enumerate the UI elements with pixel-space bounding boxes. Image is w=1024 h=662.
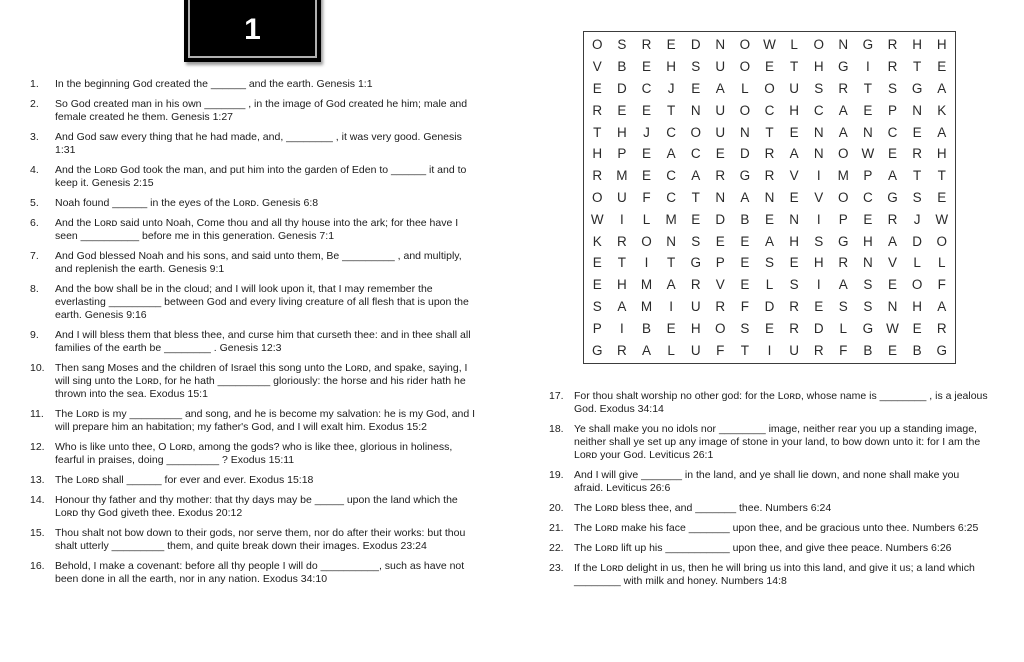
- question-item: [30, 560, 476, 586]
- word-search-letter: N: [715, 189, 726, 205]
- question-text: For thou shalt worship no other god: for the Lᴏʀᴅ, whose name is ________ , is a jealous God. Exodus 34:14: [574, 390, 988, 415]
- question-text: Who is like unto thee, O Lᴏʀᴅ, among the gods? who is like thee, glorious in holiness, fearful in praises, doing _________ ? Exodus 15:11: [55, 441, 453, 466]
- word-search-letter: G: [887, 189, 898, 205]
- word-search-letter: H: [617, 277, 627, 293]
- word-search-letter: E: [592, 255, 602, 271]
- word-search-letter: R: [813, 342, 824, 358]
- word-search-letter: C: [666, 124, 676, 140]
- word-search-letter: M: [616, 168, 628, 184]
- word-search-letter: S: [887, 80, 897, 96]
- question-item: [549, 522, 991, 535]
- question-text: And the Lᴏʀᴅ said unto Noah, Come thou and all thy house into the ark; for thee have I seen __________ before me in this generation. Genesis 7:1: [55, 217, 459, 242]
- word-search-letter: L: [667, 342, 675, 358]
- word-search-letter: T: [937, 168, 946, 184]
- word-search-letter: P: [887, 102, 897, 118]
- word-search-letter: N: [690, 102, 701, 118]
- word-search-letter: H: [936, 37, 947, 53]
- word-search-letter: E: [641, 59, 651, 75]
- word-search-letter: A: [666, 146, 676, 162]
- question-item: [30, 164, 476, 190]
- word-search-letter: H: [813, 59, 824, 75]
- word-search-letter: E: [740, 255, 750, 271]
- word-search-letter: W: [861, 146, 875, 162]
- question-item: [549, 469, 991, 495]
- question-number: 5.: [30, 197, 39, 209]
- word-search-letter: A: [789, 146, 799, 162]
- word-search-letter: E: [617, 102, 627, 118]
- word-search-letter: H: [666, 59, 676, 75]
- word-search-letter: G: [739, 168, 751, 184]
- word-search-letter: E: [912, 320, 922, 336]
- word-search-letter: D: [715, 211, 726, 227]
- word-search-letter: E: [641, 168, 651, 184]
- word-search-letter: O: [592, 37, 603, 53]
- word-search-letter: P: [863, 168, 873, 184]
- word-search-letter: A: [838, 124, 848, 140]
- question-number: 22.: [549, 542, 564, 554]
- question-text: Thou shalt not bow down to their gods, nor serve them, nor do after their works: but thou shalt utterly _________ them, and quite break down their images. Exodus 23:24: [55, 527, 466, 552]
- word-search-letter: T: [666, 102, 676, 118]
- word-search-letter: L: [741, 80, 749, 96]
- question-item: [30, 250, 476, 276]
- word-search-letter: R: [887, 37, 898, 53]
- question-item: [549, 502, 991, 515]
- word-search-letter: O: [641, 233, 652, 249]
- question-number: 20.: [549, 502, 564, 514]
- word-search-letter: I: [767, 342, 772, 358]
- question-number: 9.: [30, 329, 39, 341]
- word-search-letter: V: [789, 168, 799, 184]
- word-search-letter: O: [838, 189, 849, 205]
- word-search-letter: B: [740, 211, 750, 227]
- word-search-letter: N: [863, 255, 873, 271]
- word-search-letter: H: [789, 102, 799, 118]
- question-text: In the beginning God created the ______ and the earth. Genesis 1:1: [55, 78, 373, 90]
- word-search-letter: H: [912, 298, 922, 314]
- word-search-letter: I: [816, 168, 821, 184]
- word-search-letter: L: [937, 255, 946, 271]
- question-text: Behold, I make a covenant: before all thy people I will do __________, such as have not been done in all the earth, nor in any nation. Exodus 34:10: [55, 560, 465, 585]
- word-search-letter: J: [643, 124, 650, 140]
- word-search-letter: H: [690, 320, 701, 336]
- word-search-letter: A: [617, 298, 627, 314]
- word-search-letter: O: [813, 37, 824, 53]
- word-search-letter: D: [912, 233, 922, 249]
- word-search-letter: M: [640, 277, 653, 293]
- word-search-letter: C: [666, 189, 676, 205]
- word-search-letter: G: [862, 37, 874, 53]
- word-search-letter: L: [839, 320, 848, 336]
- word-search-letter: W: [590, 211, 604, 227]
- word-search-letter: A: [937, 124, 947, 140]
- word-search-letter: N: [740, 124, 750, 140]
- question-text: And I will bless them that bless thee, and curse him that curseth thee: and in thee shall all families of the earth be ________ . Genesis 12:3: [55, 329, 471, 354]
- word-search-letter: E: [715, 233, 725, 249]
- question-item: [30, 329, 476, 355]
- question-item: [30, 217, 476, 243]
- word-search-letter: E: [814, 298, 824, 314]
- word-search-letter: A: [937, 298, 947, 314]
- word-search-letter: N: [838, 37, 849, 53]
- word-search-letter: R: [764, 146, 775, 162]
- question-text: Noah found ______ in the eyes of the Lᴏʀᴅ. Genesis 6:8: [55, 197, 319, 209]
- question-number: 3.: [30, 131, 39, 143]
- word-search-letter: N: [863, 124, 873, 140]
- question-item: [549, 390, 991, 416]
- word-search-letter: G: [936, 342, 947, 358]
- word-search-letter: A: [937, 80, 947, 96]
- question-number: 2.: [30, 98, 39, 110]
- question-text: And God saw every thing that he had made, and, ________ , it was very good. Genesis 1:31: [55, 131, 462, 156]
- word-search-letter: S: [814, 80, 824, 96]
- word-search-letter: E: [592, 80, 602, 96]
- question-text: The Lᴏʀᴅ make his face _______ upon thee, and be gracious unto thee. Numbers 6:25: [574, 522, 979, 534]
- word-search-letter: G: [592, 342, 603, 358]
- word-search-letter: A: [887, 233, 897, 249]
- word-search-letter: S: [617, 37, 627, 53]
- word-search-letter: R: [617, 342, 627, 358]
- word-search-letter: G: [690, 255, 701, 271]
- word-search-letter: I: [620, 211, 624, 227]
- word-search-letter: R: [715, 168, 726, 184]
- word-search-letter: O: [739, 59, 751, 75]
- word-search-letter: A: [887, 168, 897, 184]
- word-search-letter: B: [617, 59, 627, 75]
- question-number: 18.: [549, 423, 564, 435]
- word-search-letter: N: [764, 189, 775, 205]
- question-item: [30, 98, 476, 124]
- question-text: Honour thy father and thy mother: that thy days may be _____ upon the land which the Lᴏʀᴅ thy God giveth thee. Exodus 20:12: [55, 494, 458, 519]
- word-search-letter: K: [937, 102, 947, 118]
- word-search-letter: S: [912, 189, 922, 205]
- word-search-letter: I: [669, 298, 673, 314]
- word-search-letter: F: [716, 342, 725, 358]
- questions-right: [549, 390, 991, 595]
- word-search-letter: U: [789, 342, 799, 358]
- word-search-letter: R: [690, 277, 701, 293]
- question-item: [30, 408, 476, 434]
- word-search-letter: F: [642, 189, 651, 205]
- question-text: And the Lᴏʀᴅ God took the man, and put him into the garden of Eden to ______ it and to keep it. Genesis 2:15: [55, 164, 467, 189]
- word-search-letter: O: [911, 277, 923, 293]
- question-item: [549, 423, 991, 462]
- word-search-letter: D: [764, 298, 775, 314]
- word-search-letter: R: [887, 211, 898, 227]
- word-search-letter: J: [667, 80, 675, 96]
- word-search-letter: O: [838, 146, 849, 162]
- word-search-letter: A: [666, 277, 676, 293]
- word-search-letter: R: [764, 168, 775, 184]
- word-search-letter: S: [838, 298, 848, 314]
- question-item: [30, 78, 476, 91]
- word-search-letter: J: [913, 211, 921, 227]
- word-search-letter: P: [715, 255, 725, 271]
- question-number: 11.: [30, 408, 44, 420]
- question-text: The Lᴏʀᴅ is my _________ and song, and he is become my salvation: he is my God, and I will prepare him an habitation; my father's God, and I will exalt him. Exodus 15:2: [55, 408, 476, 433]
- word-search-letter: W: [886, 320, 899, 336]
- word-search-letter: N: [887, 298, 898, 314]
- word-search-letter: F: [839, 342, 848, 358]
- word-search-letter: A: [641, 342, 651, 358]
- word-search-letter: E: [937, 59, 947, 75]
- word-search-letter: S: [863, 298, 873, 314]
- word-search-letter: N: [912, 102, 922, 118]
- question-item: [30, 131, 476, 157]
- word-search-letter: P: [838, 211, 848, 227]
- word-search-letter: U: [690, 298, 701, 314]
- word-search-letter: T: [789, 59, 799, 75]
- word-search-letter: T: [765, 124, 774, 140]
- question-text: If the Lᴏʀᴅ delight in us, then he will bring us into this land, and give it us; a land which ________ with milk and honey. Numbers 14:8: [574, 562, 975, 587]
- word-search-letter: I: [816, 211, 821, 227]
- word-search-letter: L: [765, 277, 774, 293]
- word-search-letter: O: [936, 233, 947, 249]
- word-search-letter: W: [935, 211, 949, 227]
- word-search-letter: V: [887, 255, 897, 271]
- question-number: 6.: [30, 217, 39, 229]
- question-item: [30, 362, 476, 401]
- word-search-letter: D: [690, 37, 701, 53]
- word-search-letter: P: [592, 320, 602, 336]
- question-number: 21.: [549, 522, 564, 534]
- question-item: [30, 441, 476, 467]
- questions-left: [30, 78, 476, 593]
- word-search-letter: I: [644, 255, 649, 271]
- word-search-letter: E: [789, 189, 799, 205]
- word-search-letter: E: [666, 320, 676, 336]
- question-text: Then sang Moses and the children of Israel this song unto the Lᴏʀᴅ, and spake, saying, I will sing unto the Lᴏʀᴅ, for he hath _________ gloriously: the horse and his rider hath he thrown into the sea. Exodus 15:1: [55, 362, 468, 400]
- word-search-letter: A: [740, 189, 750, 205]
- word-search-letter: O: [739, 37, 751, 53]
- word-search-letter: H: [912, 37, 922, 53]
- word-search-letter: R: [912, 146, 922, 162]
- word-search-letter: U: [789, 80, 799, 96]
- word-search-letter: E: [764, 59, 774, 75]
- word-search-letter: S: [740, 320, 750, 336]
- question-number: 14.: [30, 494, 45, 506]
- word-search-letter: B: [863, 342, 873, 358]
- word-search-letter: C: [641, 80, 652, 96]
- word-search-letter: N: [789, 211, 799, 227]
- question-text: And I will give _______ in the land, and ye shall lie down, and none shall make you afraid. Leviticus 26:6: [574, 469, 960, 494]
- word-search-letter: L: [913, 255, 921, 271]
- lesson-number-box: [184, 0, 321, 62]
- word-search-letter: F: [937, 277, 946, 293]
- word-search-letter: E: [666, 37, 676, 53]
- word-search-letter: T: [863, 80, 873, 96]
- word-search-letter: O: [715, 320, 726, 336]
- word-search-letter: F: [740, 298, 750, 314]
- word-search-letter: A: [838, 102, 848, 118]
- question-number: 19.: [549, 469, 564, 481]
- word-search-letter: I: [620, 320, 624, 336]
- question-text: And the bow shall be in the cloud; and I will look upon it, that I may remember the everlasting _________ between God and every living creature of all flesh that is upon the earth. Genesis 9:16: [55, 283, 469, 321]
- question-number: 12.: [30, 441, 45, 453]
- question-number: 17.: [549, 390, 564, 402]
- word-search-letter: S: [863, 277, 873, 293]
- word-search-letter: H: [863, 233, 873, 249]
- word-search-letter: U: [617, 189, 627, 205]
- word-search-letter: E: [740, 233, 750, 249]
- word-search-letter: V: [592, 59, 602, 75]
- word-search-letter: R: [641, 37, 652, 53]
- word-search-letter: H: [592, 146, 603, 162]
- question-item: [30, 494, 476, 520]
- question-number: 23.: [549, 562, 564, 574]
- word-search-letter: B: [641, 320, 651, 336]
- word-search-letter: T: [691, 189, 700, 205]
- word-search-letter: A: [691, 168, 701, 184]
- word-search-letter: R: [617, 233, 627, 249]
- word-search-letter: R: [592, 102, 603, 118]
- question-number: 10.: [30, 362, 45, 374]
- word-search-letter: U: [715, 124, 726, 140]
- word-search-letter: N: [715, 37, 726, 53]
- word-search-letter: R: [838, 255, 849, 271]
- question-text: And God blessed Noah and his sons, and said unto them, Be _________ , and multiply, and replenish the earth. Genesis 9:1: [55, 250, 462, 275]
- word-search-letter: G: [838, 59, 849, 75]
- question-text: The Lᴏʀᴅ shall ______ for ever and ever. Exodus 15:18: [55, 474, 314, 486]
- word-search-letter: B: [912, 342, 922, 358]
- word-search-letter: T: [740, 342, 750, 358]
- word-search-letter: E: [887, 342, 897, 358]
- word-search-letter: R: [789, 298, 799, 314]
- word-search-letter: D: [740, 146, 750, 162]
- word-search-letter: E: [789, 124, 799, 140]
- lesson-number: 1: [188, 0, 317, 58]
- word-search-letter: R: [592, 168, 603, 184]
- question-text: The Lᴏʀᴅ lift up his ___________ upon thee, and give thee peace. Numbers 6:26: [574, 542, 952, 554]
- word-search-letter: A: [838, 277, 848, 293]
- word-search-letter: H: [936, 146, 947, 162]
- question-number: 15.: [30, 527, 45, 539]
- word-search-letter: L: [790, 37, 798, 53]
- word-search-letter: M: [640, 298, 653, 314]
- word-search-letter: R: [789, 320, 799, 336]
- word-search-letter: R: [887, 59, 898, 75]
- word-search-letter: A: [715, 80, 725, 96]
- word-search-letter: N: [666, 233, 676, 249]
- word-search-letter: V: [814, 189, 824, 205]
- word-search-letter: E: [691, 80, 701, 96]
- word-search-letter: G: [911, 80, 923, 96]
- word-search-letter: E: [641, 102, 651, 118]
- question-number: 4.: [30, 164, 39, 176]
- word-search-letter: T: [593, 124, 602, 140]
- word-search-letter: E: [740, 277, 750, 293]
- word-search-letter: S: [814, 233, 824, 249]
- word-search-letter: N: [813, 124, 824, 140]
- question-item: [549, 562, 991, 588]
- word-search-letter: E: [887, 277, 897, 293]
- word-search-letter: W: [763, 37, 776, 53]
- word-search-letter: U: [690, 342, 701, 358]
- word-search-letter: D: [617, 80, 627, 96]
- word-search-letter: A: [764, 233, 774, 249]
- word-search-letter: E: [937, 189, 947, 205]
- question-item: [30, 197, 476, 210]
- word-search-letter: O: [690, 124, 701, 140]
- word-search-letter: C: [666, 168, 676, 184]
- word-search-letter: O: [592, 189, 603, 205]
- word-search-letter: U: [715, 59, 726, 75]
- word-search-letter: E: [863, 211, 873, 227]
- word-search-letter: S: [691, 233, 701, 249]
- word-search-letter: R: [715, 298, 726, 314]
- question-number: 1.: [30, 78, 39, 90]
- word-search-letter: M: [665, 211, 677, 227]
- question-item: [30, 527, 476, 553]
- word-search-letter: E: [691, 211, 701, 227]
- word-search-letter: E: [592, 277, 602, 293]
- word-search-letter: R: [936, 320, 947, 336]
- word-search-letter: H: [617, 124, 627, 140]
- question-text: The Lᴏʀᴅ bless thee, and _______ thee. Numbers 6:24: [574, 502, 832, 514]
- word-search-letter: C: [764, 102, 775, 118]
- word-search-letter: G: [862, 320, 874, 336]
- question-item: [30, 283, 476, 322]
- word-search-letter: E: [764, 320, 774, 336]
- word-search-letter: P: [617, 146, 627, 162]
- word-search-letter: D: [813, 320, 824, 336]
- question-number: 16.: [30, 560, 45, 572]
- word-search-letter: C: [813, 102, 824, 118]
- question-text: So God created man in his own _______ , in the image of God created he him; male and female created he them. Genesis 1:27: [55, 98, 468, 123]
- word-search-letter: G: [838, 233, 849, 249]
- word-search-letter: O: [739, 102, 751, 118]
- word-search-letter: E: [764, 211, 774, 227]
- word-search-letter: T: [617, 255, 627, 271]
- question-item: [549, 542, 991, 555]
- word-search-letter: C: [863, 189, 873, 205]
- question-item: [30, 474, 476, 487]
- question-text: Ye shall make you no idols nor ________ image, neither rear you up a standing image, neither shall ye set up any image of stone in your land, to bow down unto it: for I am the Lᴏʀᴅ your God. Leviticus 26:1: [574, 423, 981, 461]
- word-search-letter: H: [813, 255, 824, 271]
- word-search-letter: E: [715, 146, 725, 162]
- word-search-letter: U: [715, 102, 726, 118]
- word-search-letter: L: [642, 211, 651, 227]
- word-search-letter: E: [887, 146, 897, 162]
- word-search-letter: T: [912, 168, 922, 184]
- word-search-letter: E: [912, 124, 922, 140]
- word-search-letter: C: [887, 124, 898, 140]
- word-search-letter: N: [813, 146, 824, 162]
- word-search-letter: E: [863, 102, 873, 118]
- word-search-letter: E: [641, 146, 651, 162]
- word-search-letter: T: [912, 59, 922, 75]
- word-search-letter: I: [866, 59, 870, 75]
- word-search-letter: T: [666, 255, 676, 271]
- word-search-letter: O: [764, 80, 775, 96]
- word-search-letter: I: [816, 277, 821, 293]
- word-search-letter: E: [789, 255, 799, 271]
- word-search-letter: H: [789, 233, 799, 249]
- word-search-letter: C: [690, 146, 701, 162]
- question-number: 8.: [30, 283, 39, 295]
- word-search-letter: S: [789, 277, 799, 293]
- word-search-letter: S: [764, 255, 774, 271]
- word-search-letter: S: [592, 298, 602, 314]
- word-search-grid: [583, 31, 956, 364]
- word-search-letter: M: [837, 168, 849, 184]
- word-search-letter: S: [691, 59, 701, 75]
- question-number: 7.: [30, 250, 39, 262]
- word-search-letter: K: [592, 233, 602, 249]
- question-number: 13.: [30, 474, 45, 486]
- word-search-letter: R: [838, 80, 849, 96]
- word-search-letter: V: [715, 277, 725, 293]
